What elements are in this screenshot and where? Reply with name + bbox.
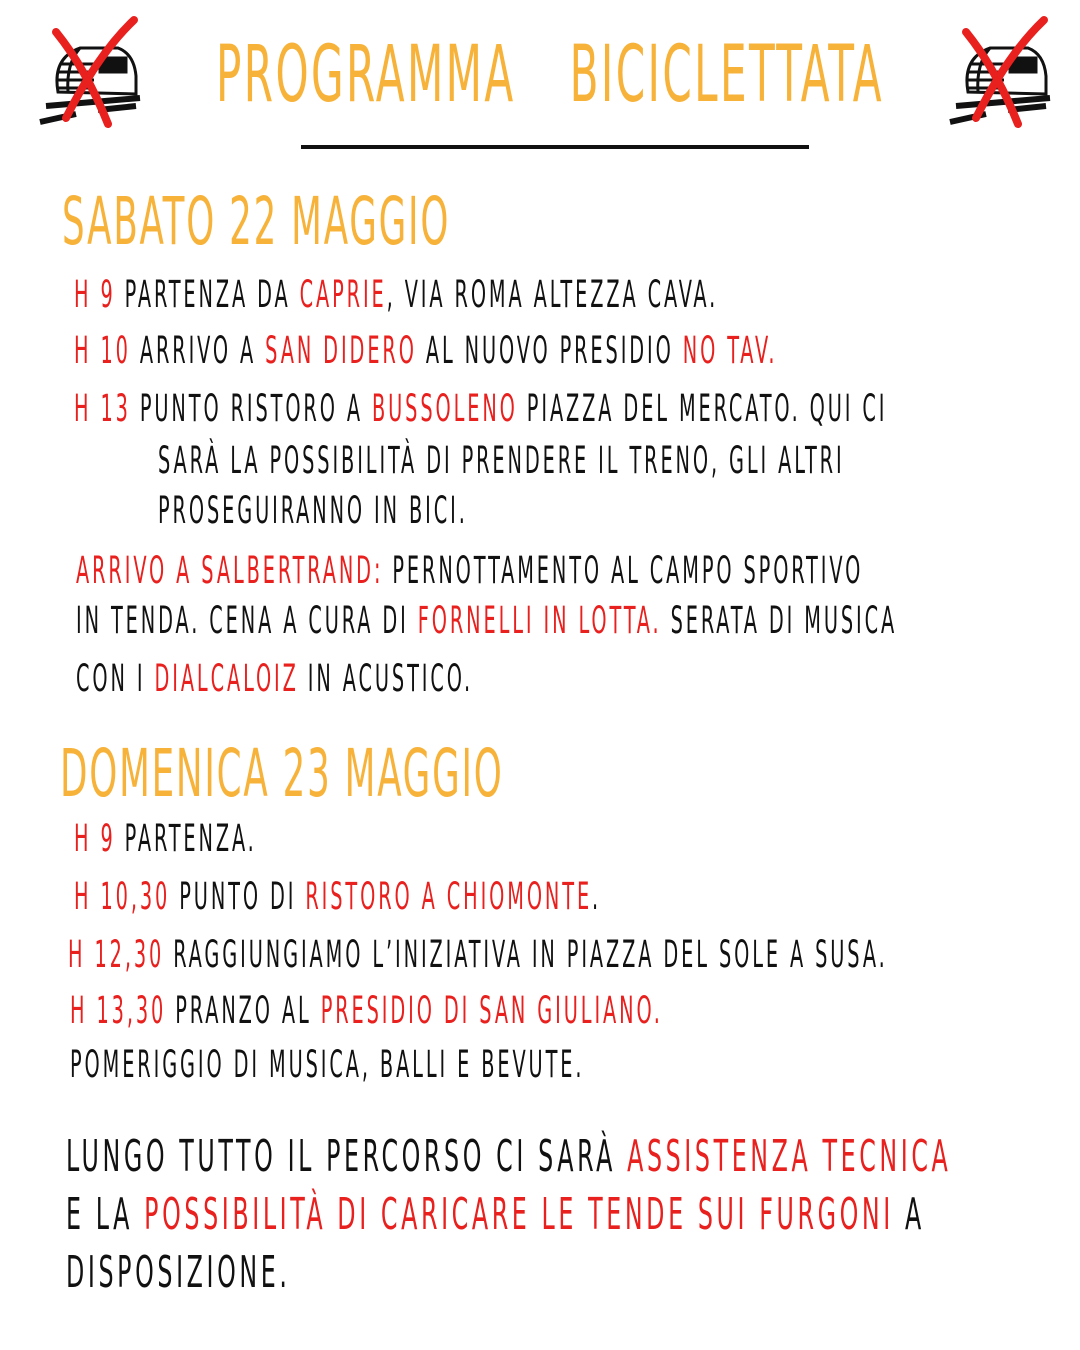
saturday-line-1: H 9 PARTENZA DA CAPRIE, VIA ROMA ALTEZZA CAVA. xyxy=(74,273,719,316)
saturday-heading: SABATO 22 MAGGIO xyxy=(62,183,451,260)
title-left: PROGRAMMA xyxy=(216,30,516,120)
left-logo xyxy=(36,14,146,132)
page-title xyxy=(216,20,884,130)
footer-line-2: E LA POSSIBILITÀ DI CARICARE LE TENDE SUI FURGONI A xyxy=(66,1189,925,1240)
saturday-line-4: SARÀ LA POSSIBILITÀ DI PRENDERE IL TRENO, GLI ALTRI xyxy=(158,439,845,482)
sunday-line-2: H 10,30 PUNTO DI RISTORO A CHIOMONTE. xyxy=(74,875,602,918)
footer-line-1: LUNGO TUTTO IL PERCORSO CI SARÀ ASSISTENZA TECNICA xyxy=(66,1131,952,1182)
title-divider xyxy=(301,145,809,149)
sunday-line-4: H 13,30 PRANZO AL PRESIDIO DI SAN GIULIANO. xyxy=(70,989,663,1032)
sunday-line-5: POMERIGGIO DI MUSICA, BALLI E BEVUTE. xyxy=(70,1043,585,1086)
title-right: BICICLETTATA xyxy=(569,30,884,120)
saturday-line-5: PROSEGUIRANNO IN BICI. xyxy=(158,489,468,532)
sunday-line-3: H 12,30 RAGGIUNGIAMO L’INIZIATIVA IN PIAZZA DEL SOLE A SUSA. xyxy=(68,933,888,976)
right-logo xyxy=(946,14,1056,132)
sunday-line-1: H 9 PARTENZA. xyxy=(74,817,257,860)
saturday-line-6: ARRIVO A SALBERTRAND: PERNOTTAMENTO AL CAMPO SPORTIVO xyxy=(76,549,864,592)
saturday-line-3: H 13 PUNTO RISTORO A BUSSOLENO PIAZZA DEL MERCATO. QUI CI xyxy=(74,387,888,430)
footer-line-3: DISPOSIZIONE. xyxy=(66,1247,291,1298)
saturday-line-2: H 10 ARRIVO A SAN DIDERO AL NUOVO PRESIDIO NO TAV. xyxy=(74,329,778,372)
saturday-line-7: IN TENDA. CENA A CURA DI FORNELLI IN LOTTA. SERATA DI MUSICA xyxy=(76,599,898,642)
saturday-line-8: CON I DIALCALOIZ IN ACUSTICO. xyxy=(76,657,473,700)
crossed-out-train-icon xyxy=(36,14,146,132)
sunday-heading: DOMENICA 23 MAGGIO xyxy=(60,735,504,812)
crossed-out-train-icon xyxy=(946,14,1056,132)
